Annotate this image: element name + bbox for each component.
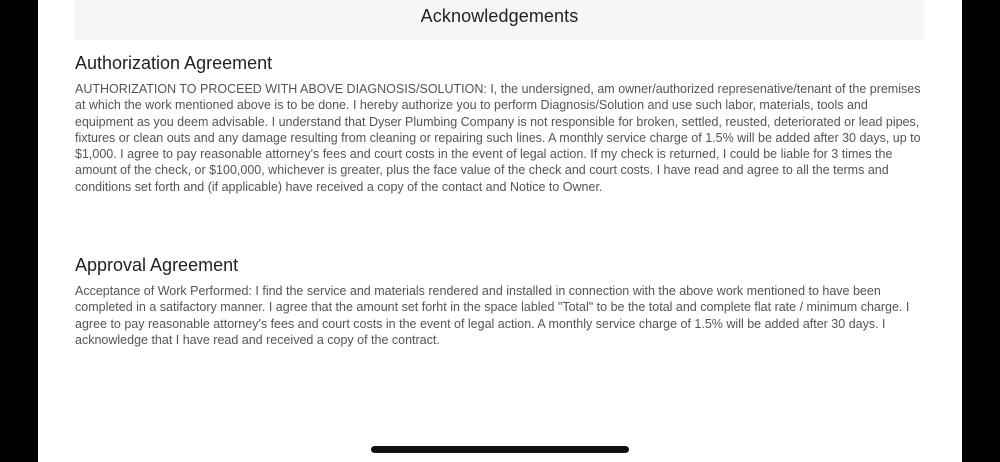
home-indicator[interactable] — [371, 446, 629, 453]
authorization-title: Authorization Agreement — [75, 53, 273, 73]
approval-section — [75, 255, 925, 348]
authorization-body: AUTHORIZATION TO PROCEED WITH ABOVE DIAGNOSIS/SOLUTION: I, the undersigned, am owner/authorized represenative/tenant of the premises at which the work mentioned above is to be done. I hereby authorize you to perform Diagnosis/Solution and use such labor, materials, tools and equipment as you deem advisable. I understand that Dyser Plumbing Company is not responsible for broken, settled, reusted, deteriorated or lead pipes, fixtures or clean outs and any damage resulting from cleaning or repairing such lines. A monthly service charge of 1.5% will be added after 30 days, up to $1,000. I agree to pay reasonable attorney's fees and court costs in the event of legal action. If my check is returned, I could be liable for 3 times the amount of the check, or $100,000, whichever is greater, plus the face value of the check and court costs. I have read and agree to all the terms and conditions set forth and (if applicable) have received a copy of the contact and Notice to Owner. — [75, 82, 921, 194]
approval-body: Acceptance of Work Performed: I find the service and materials rendered and installed in connection with the above work mentioned to have been completed in a satifactory manner. I agree that the amount set forht in the space labled "Total" to be the total and complete flat rate / minimum charge. I agree to pay reasonable attorney's fees and court costs in the event of legal action. A monthly service charge of 1.5% will be added after 30 days. I acknowledge that I have read and received a copy of the contract. — [75, 284, 910, 347]
acknowledgements-header — [75, 0, 924, 40]
document-page — [38, 0, 962, 462]
page-title: Acknowledgements — [420, 5, 579, 26]
approval-title: Approval Agreement — [75, 255, 239, 275]
authorization-section — [75, 53, 925, 195]
